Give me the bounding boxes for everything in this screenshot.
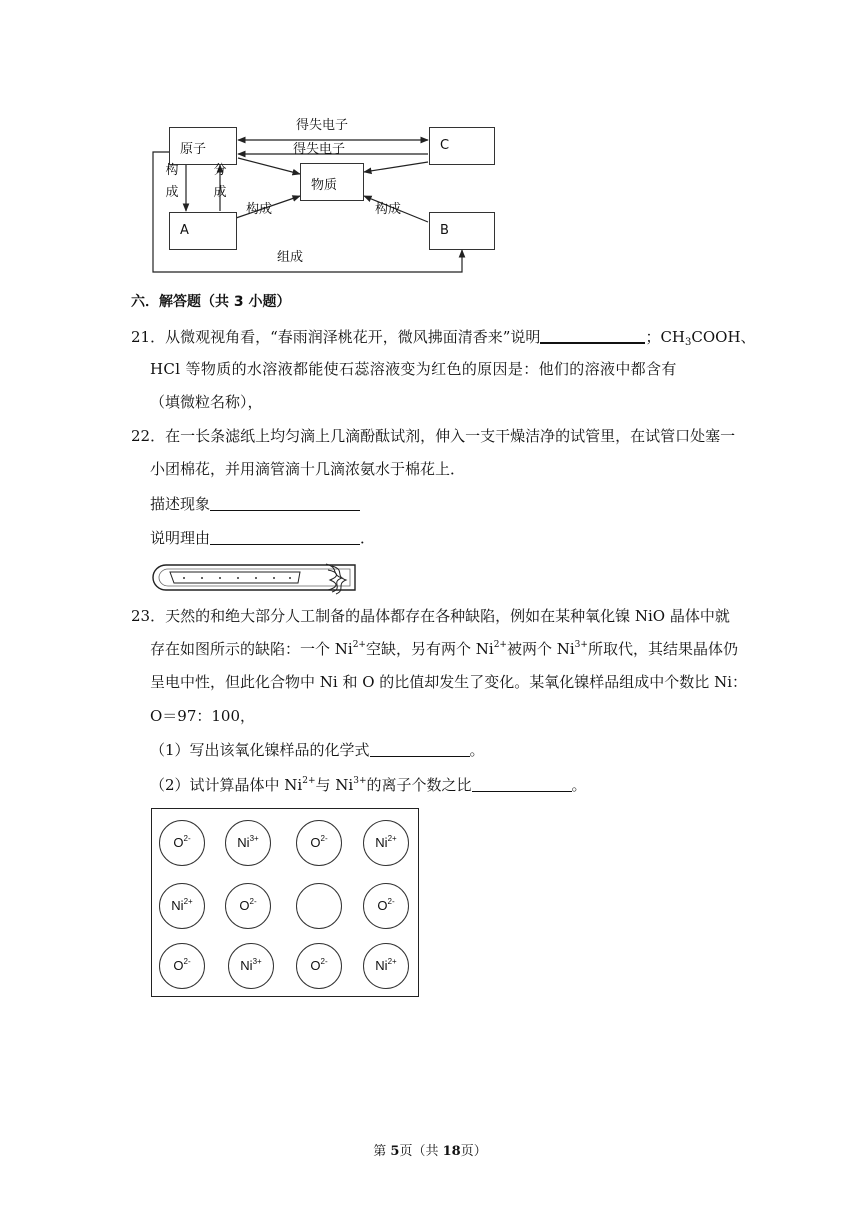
q22-describe-blank[interactable] (210, 495, 360, 511)
footer-page-number: 5 (390, 1144, 400, 1159)
q23-part2 (150, 775, 587, 795)
q22-reason-label: 说明理由 (150, 529, 211, 547)
q23-p2c: 的离子个数之比 (366, 776, 472, 794)
footer-prefix: 第 (373, 1144, 391, 1159)
gain-lose-top-label: 得失电子 (296, 118, 349, 133)
q23-text1: 天然的和绝大部分人工制备的晶体都存在各种缺陷，例如在某种氧化镍 NiO 晶体中就 (165, 607, 730, 625)
q22-reason-row (150, 528, 375, 548)
q22-reason-blank[interactable] (210, 529, 360, 545)
arrow-atom-substance (238, 158, 300, 174)
q23-number: 23． (131, 607, 166, 625)
b-box (429, 212, 495, 250)
q23-l2d: 所取代，其结果晶体仍 (587, 640, 738, 658)
q21-number: 21． (131, 328, 166, 346)
q23-l2a: 存在如图所示的缺陷：一个 Ni (150, 640, 353, 658)
ion-o2-r2c2: $O^{2-}$ (225, 883, 271, 929)
q23-p2b: 与 Ni (315, 776, 354, 794)
footer-suffix: 页） (460, 1144, 487, 1159)
ion-ni3-r1c2: $Ni^{3+}$ (225, 820, 271, 866)
q22-line1 (131, 426, 735, 446)
q23-line4: O＝97：100， (150, 707, 256, 725)
arrow-c-substance (364, 162, 428, 172)
q22-describe-row (150, 494, 360, 514)
q21-text1: 从微观视角看，“春雨润泽桃花开，微风拂面清香来”说明 (165, 328, 541, 346)
compose-a-label: 构成 (246, 202, 273, 217)
q23-formula-blank[interactable] (370, 741, 470, 757)
ion-ni2-r2c1: $Ni^{2+}$ (159, 883, 205, 929)
q23-l2b: 空缺，另有两个 Ni (365, 640, 494, 658)
substance-label: 物质 (311, 178, 338, 193)
atom-label: 原子 (180, 142, 207, 157)
test-tube-illustration (150, 560, 365, 596)
vacancy-r2c3 (296, 883, 342, 929)
q21-ch3cooh-b: COOH、 (691, 328, 756, 346)
section-heading: 六．解答题（共 3 小题） (131, 294, 291, 310)
q23-p2a: （2）试计算晶体中 Ni (150, 776, 303, 794)
q23-line1 (131, 606, 730, 626)
compose-b-label: 构成 (375, 202, 402, 217)
q23-ratio-blank[interactable] (472, 776, 572, 792)
q23-p2-end: 。 (571, 776, 587, 794)
footer-mid: 页（共 (399, 1144, 443, 1159)
q21-ch3cooh-sub: 3 (685, 337, 692, 348)
q23-sup-a: 2+ (352, 640, 366, 650)
q23-sup-b: 2+ (493, 640, 507, 650)
q22-text1: 在一长条滤纸上均匀滴上几滴酚酞试剂，伸入一支干燥洁净的试管里，在试管口处塞一 (165, 427, 736, 445)
q23-p2-sup3: 3+ (353, 776, 367, 786)
q22-period: ． (360, 529, 376, 547)
compose-vertical-label: 构成 (165, 163, 179, 200)
q21-blank1[interactable] (540, 327, 645, 344)
q22-describe-label: 描述现象 (150, 495, 211, 513)
footer-total-pages: 18 (442, 1144, 461, 1159)
q23-l2c: 被两个 Ni (506, 640, 575, 658)
q22-line2: 小团棉花，并用滴管滴十几滴浓氨水于棉花上． (150, 460, 466, 478)
q23-line2 (150, 639, 738, 659)
q21-line3: （填微粒名称）， (150, 393, 263, 411)
q23-p2-sup2: 2+ (302, 776, 316, 786)
crystal-lattice-figure (151, 808, 419, 997)
ion-ni2-r3c4: $Ni^{2+}$ (363, 943, 409, 989)
b-label: B (440, 223, 449, 238)
ion-ni2-r1c4: $Ni^{2+}$ (363, 820, 409, 866)
q23-line3: 呈电中性，但此化合物中 Ni 和 O 的比值却发生了变化。某氧化镍样品组成中个数比 Ni： (150, 673, 747, 691)
ion-o2-r3c1: $O^{2-}$ (159, 943, 205, 989)
page-footer (0, 1140, 860, 1159)
ion-o2-r2c4: $O^{2-}$ (363, 883, 409, 929)
q23-p1-end: 。 (469, 741, 485, 759)
a-label: A (180, 223, 189, 238)
q23-sup-c: 3+ (574, 640, 588, 650)
ion-o2-r1c1: $O^{2-}$ (159, 820, 205, 866)
q21-ch3cooh-a: CH (660, 328, 686, 346)
q21-line2: HCl 等物质的水溶液都能使石蕊溶液变为红色的原因是：他们的溶液中都含有 (150, 360, 677, 378)
ion-ni3-r3c2: $Ni^{3+}$ (228, 943, 274, 989)
c-label: C (440, 138, 450, 153)
q23-p1-text: （1）写出该氧化镍样品的化学式 (150, 741, 370, 759)
gain-lose-mid-label: 得失电子 (293, 142, 346, 157)
c-box (429, 127, 495, 165)
q21-line1 (131, 327, 756, 347)
q22-number: 22． (131, 427, 166, 445)
divide-vertical-label: 分成 (213, 163, 227, 200)
q23-part1 (150, 740, 485, 760)
ion-o2-r3c3: $O^{2-}$ (296, 943, 342, 989)
form-label: 组成 (277, 250, 304, 265)
ion-o2-r1c3: $O^{2-}$ (296, 820, 342, 866)
q21-text1b: ； (645, 328, 661, 346)
